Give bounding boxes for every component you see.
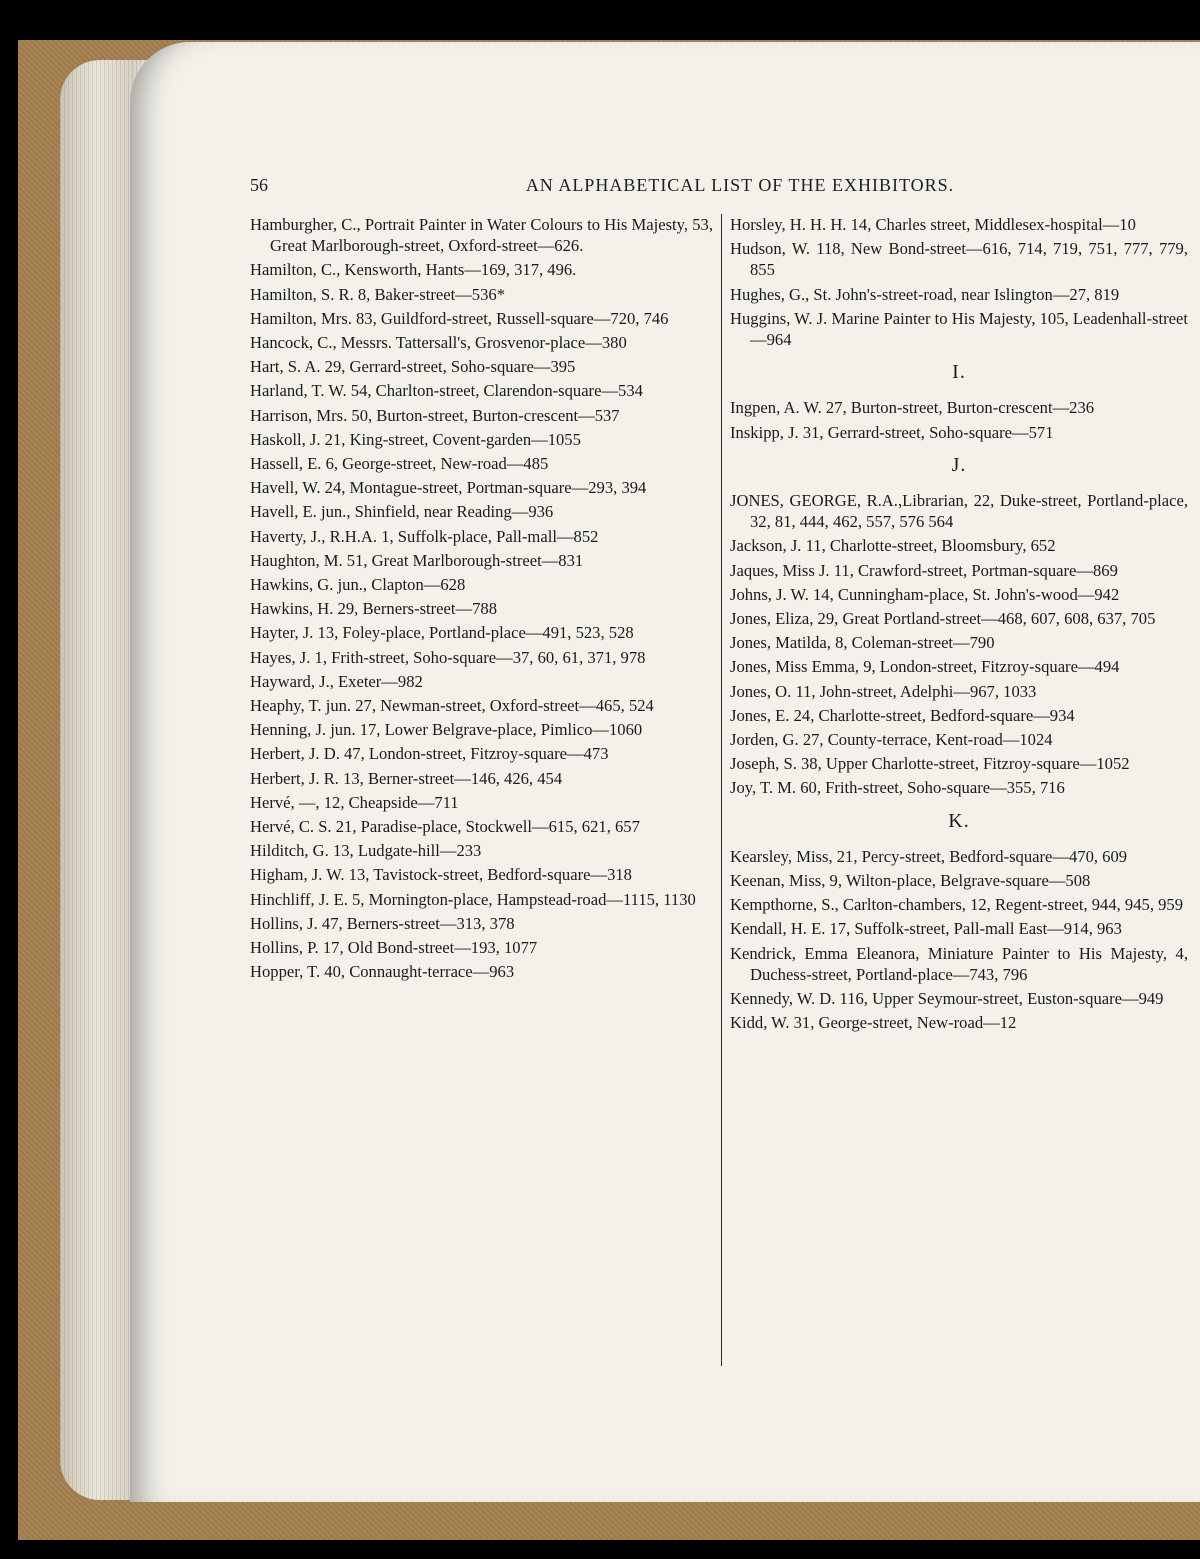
list-item: Hollins, P. 17, Old Bond-street—193, 1077 xyxy=(250,938,538,958)
list-item: Huggins, W. J. Marine Painter to His Majesty, 105, Leadenhall-street—964 xyxy=(730,308,1188,350)
list-item: Hart, S. A. 29, Gerrard-street, Soho-square—395 xyxy=(250,357,576,377)
list-item: Johns, J. W. 14, Cunningham-place, St. John's-wood—942 xyxy=(730,584,1120,604)
list-item: Hayter, J. 13, Foley-place, Portland-place—491, 523, 528 xyxy=(250,623,634,643)
list-item: Hamilton, Mrs. 83, Guildford-street, Russell-square—720, 746 xyxy=(250,308,669,328)
list-item: Haughton, M. 51, Great Marlborough-street—831 xyxy=(250,550,584,570)
list-item: Kendall, H. E. 17, Suffolk-street, Pall-mall East—914, 963 xyxy=(730,919,1122,939)
list-item: Hancock, C., Messrs. Tattersall's, Grosvenor-place—380 xyxy=(250,333,627,353)
list-item: Jones, Eliza, 29, Great Portland-street—468, 607, 608, 637, 705 xyxy=(730,609,1156,629)
list-item: Jones, Matilda, 8, Coleman-street—790 xyxy=(730,633,995,653)
list-item: Keenan, Miss, 9, Wilton-place, Belgrave-square—508 xyxy=(730,871,1091,891)
list-item: Herbert, J. R. 13, Berner-street—146, 426, 454 xyxy=(250,768,563,788)
list-item: Havell, E. jun., Shinfield, near Reading—936 xyxy=(250,502,554,522)
list-item: Haverty, J., R.H.A. 1, Suffolk-place, Pall-mall—852 xyxy=(250,526,599,546)
list-item: Jorden, G. 27, County-terrace, Kent-road—1024 xyxy=(730,730,1053,750)
list-item: Haskoll, J. 21, King-street, Covent-garden—1055 xyxy=(250,429,581,449)
page-number: 56 xyxy=(250,175,268,195)
list-item: Jones, O. 11, John-street, Adelphi—967, 1033 xyxy=(730,681,1037,701)
list-item: Heaphy, T. jun. 27, Newman-street, Oxford-street—465, 524 xyxy=(250,696,654,716)
list-item: Hughes, G., St. John's-street-road, near Islington—27, 819 xyxy=(730,284,1120,304)
running-head xyxy=(250,175,1190,201)
list-item: Kidd, W. 31, George-street, New-road—12 xyxy=(730,1013,1017,1033)
list-item: Harrison, Mrs. 50, Burton-street, Burton-crescent—537 xyxy=(250,405,620,425)
section-heading-i: I. xyxy=(952,361,966,384)
list-item: Hayward, J., Exeter—982 xyxy=(250,671,423,691)
list-item: Henning, J. jun. 17, Lower Belgrave-place, Pimlico—1060 xyxy=(250,720,643,740)
list-item: Higham, J. W. 13, Tavistock-street, Bedford-square—318 xyxy=(250,865,632,885)
list-item: Hamilton, C., Kensworth, Hants—169, 317, 496. xyxy=(250,260,577,280)
list-item: Jackson, J. 11, Charlotte-street, Bloomsbury, 652 xyxy=(730,536,1056,556)
right-column xyxy=(730,214,1188,1037)
list-item: Hervé, —, 12, Cheapside—711 xyxy=(250,792,459,812)
list-item: Jones, Miss Emma, 9, London-street, Fitzroy-square—494 xyxy=(730,657,1120,677)
list-item: Kempthorne, S., Carlton-chambers, 12, Regent-street, 944, 945, 959 xyxy=(730,895,1184,915)
list-item: Hawkins, G. jun., Clapton—628 xyxy=(250,575,466,595)
list-item: JONES, GEORGE, R.A.,Librarian, 22, Duke-street, Portland-place, 32, 81, 444, 462, 557, 576 564 xyxy=(730,491,1188,532)
list-item: Hawkins, H. 29, Berners-street—788 xyxy=(250,599,498,619)
list-item: Hopper, T. 40, Connaught-terrace—963 xyxy=(250,962,515,982)
section-heading-k: K. xyxy=(948,809,970,832)
column-divider xyxy=(721,214,722,1366)
list-item: Harland, T. W. 54, Charlton-street, Clarendon-square—534 xyxy=(250,381,643,401)
list-item: Havell, W. 24, Montague-street, Portman-square—293, 394 xyxy=(250,478,647,498)
list-item: Horsley, H. H. H. 14, Charles street, Middlesex-hospital—10 xyxy=(730,215,1136,234)
list-item: Hinchliff, J. E. 5, Mornington-place, Hampstead-road—1115, 1130 xyxy=(250,889,696,909)
list-item: Hassell, E. 6, George-street, New-road—485 xyxy=(250,454,549,474)
list-item: Kennedy, W. D. 116, Upper Seymour-street, Euston-square—949 xyxy=(730,989,1164,1009)
list-item: Hollins, J. 47, Berners-street—313, 378 xyxy=(250,913,515,933)
list-item: Hervé, C. S. 21, Paradise-place, Stockwell—615, 621, 657 xyxy=(250,817,640,837)
list-item: Hamburgher, C., Portrait Painter in Water Colours to His Majesty, 53, Great Marlborough-street, Oxford-street—626. xyxy=(250,215,713,256)
list-item: Hilditch, G. 13, Ludgate-hill—233 xyxy=(250,841,482,861)
list-item: Joseph, S. 38, Upper Charlotte-street, Fitzroy-square—1052 xyxy=(730,754,1130,774)
list-item: Jones, E. 24, Charlotte-street, Bedford-square—934 xyxy=(730,705,1075,725)
list-item: Hamilton, S. R. 8, Baker-street—536* xyxy=(250,284,505,304)
list-item: Kearsley, Miss, 21, Percy-street, Bedford-square—470, 609 xyxy=(730,846,1128,866)
list-item: Inskipp, J. 31, Gerrard-street, Soho-square—571 xyxy=(730,422,1054,442)
list-item: Jaques, Miss J. 11, Crawford-street, Portman-square—869 xyxy=(730,560,1118,580)
left-column xyxy=(250,214,713,986)
list-item: Ingpen, A. W. 27, Burton-street, Burton-crescent—236 xyxy=(730,398,1095,418)
list-item: Herbert, J. D. 47, London-street, Fitzroy-square—473 xyxy=(250,744,609,764)
list-item: Joy, T. M. 60, Frith-street, Soho-square—355, 716 xyxy=(730,778,1065,798)
list-item: Hayes, J. 1, Frith-street, Soho-square—37, 60, 61, 371, 978 xyxy=(250,647,646,667)
page-title: AN ALPHABETICAL LIST OF THE EXHIBITORS. xyxy=(525,175,955,195)
list-item: Hudson, W. 118, New Bond-street—616, 714, 719, 751, 777, 779, 855 xyxy=(730,239,1188,280)
list-item: Kendrick, Emma Eleanora, Miniature Painter to His Majesty, 4, Duchess-street, Portland-place—743, 796 xyxy=(730,943,1188,984)
section-heading-j: J. xyxy=(951,453,967,476)
